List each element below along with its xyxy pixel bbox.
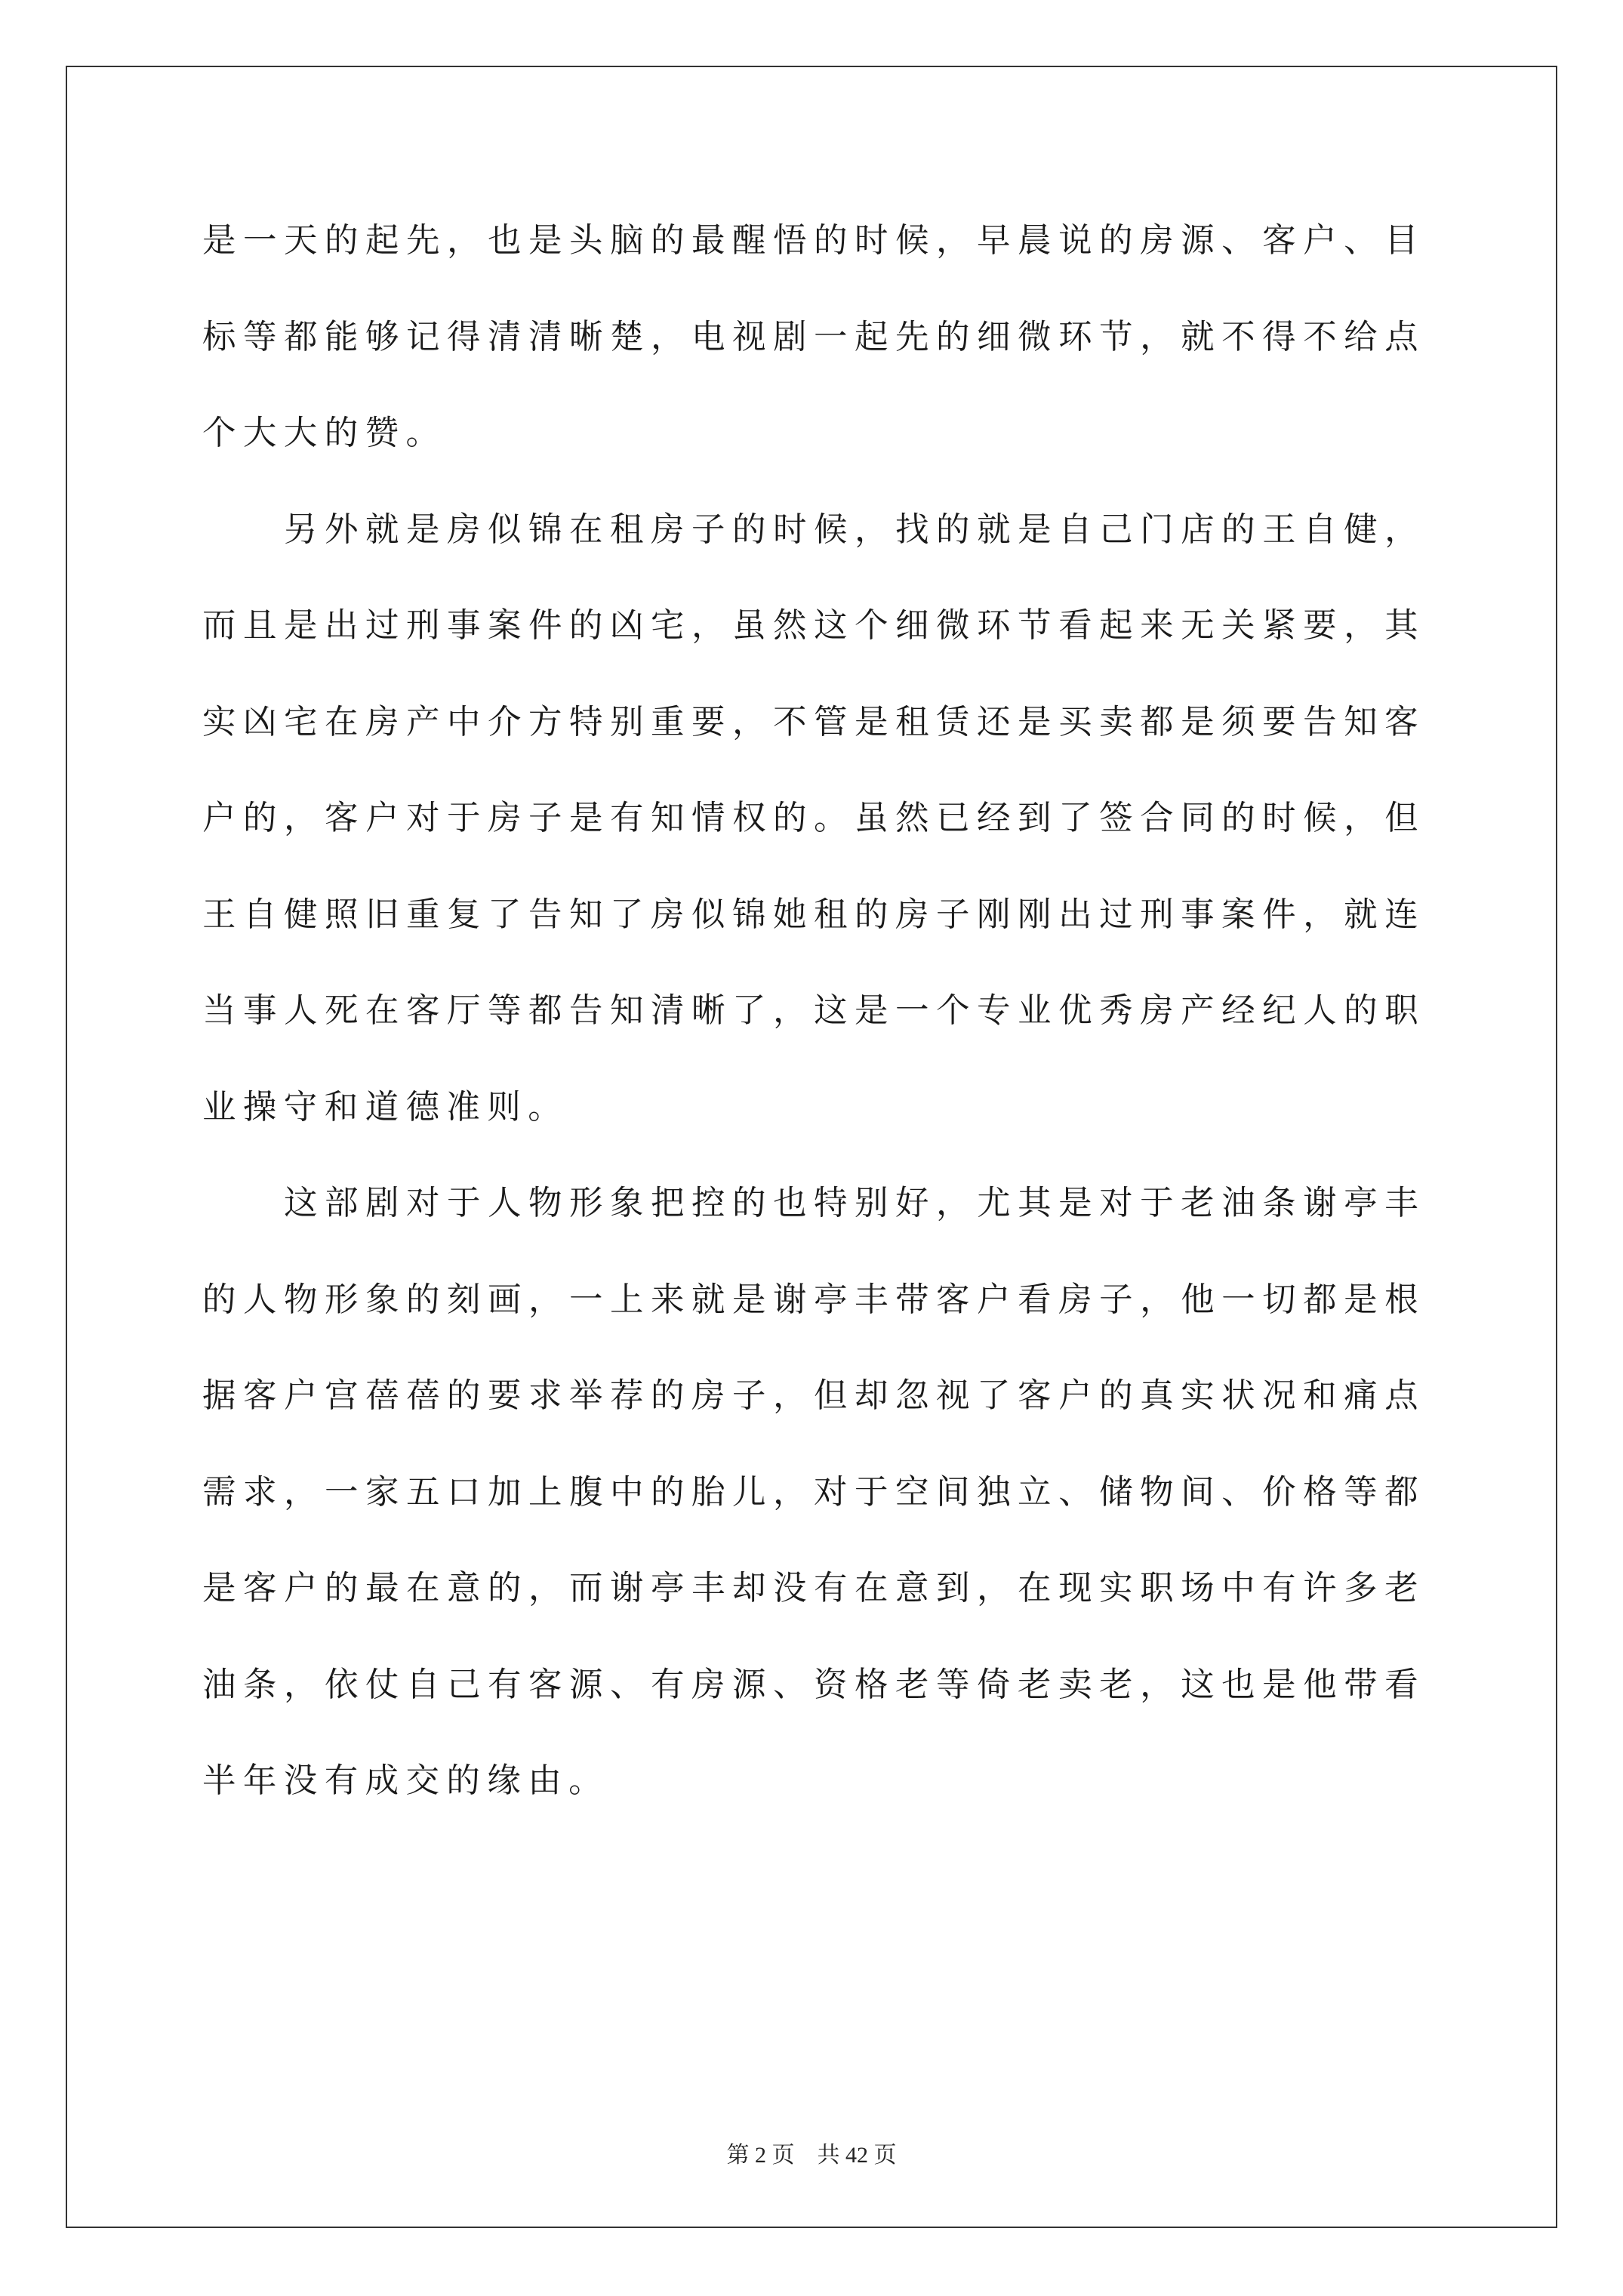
paragraph-1: 是一天的起先，也是头脑的最醒悟的时候，早晨说的房源、客户、目标等都能够记得清清晰楚，电视剧一起先的细微环节，就不得不给点个大大的赞。 bbox=[202, 221, 1425, 452]
document-body bbox=[202, 193, 1425, 1829]
paragraph-3: 这部剧对于人物形象把控的也特别好，尤其是对于老油条谢亭丰的人物形象的刻画，一上来就是谢亭丰带客户看房子，他一切都是根据客户宫蓓蓓的要求举荐的房子，但却忽视了客户的真实状况和痛点需求，一家五口加上腹中的胎儿，对于空间独立、储物间、价格等都是客户的最在意的，而谢亭丰却没有在意到，在现实职场中有许多老油条，依仗自己有客源、有房源、资格老等倚老卖老，这也是他带看半年没有成交的缘由。 bbox=[202, 1184, 1425, 1800]
paragraph-2: 另外就是房似锦在租房子的时候，找的就是自己门店的王自健，而且是出过刑事案件的凶宅，虽然这个细微环节看起来无关紧要，其实凶宅在房产中介方特别重要，不管是租赁还是买卖都是须要告知客户的，客户对于房子是有知情权的。虽然已经到了签合同的时候，但王自健照旧重复了告知了房似锦她租的房子刚刚出过刑事案件，就连当事人死在客厅等都告知清晰了，这是一个专业优秀房产经纪人的职业操守和道德准则。 bbox=[202, 510, 1425, 1126]
page-footer: 第 2 页 共 42 页 bbox=[726, 2143, 897, 2168]
